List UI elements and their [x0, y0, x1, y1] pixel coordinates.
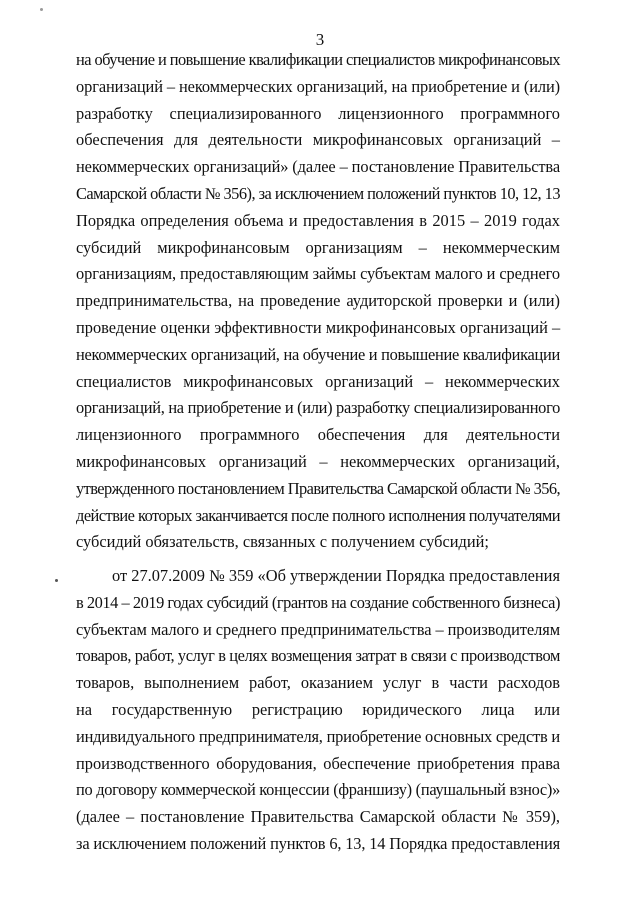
text-line: производственного оборудования, обеспечение приобретения права [76, 753, 560, 773]
text-line: товаров, выполнением работ, оказанием услуг в части расходов [76, 673, 560, 693]
text-line: индивидуального предпринимателя, приобретение основных средств и [76, 726, 560, 746]
text-line: лицензионного программного обеспечения для деятельности [76, 425, 560, 445]
text-line: от 27.07.2009 № 359 «Об утверждении Порядка предоставления [112, 566, 560, 585]
paragraph-continuation [76, 47, 560, 556]
text-line: некоммерческих организаций, на обучение и повышение квалификации [76, 344, 561, 364]
text-line: Порядка определения объема и предоставления в 2015 – 2019 годах [76, 210, 560, 230]
text-line: утвержденного постановлением Правительства Самарской области № 356, [76, 478, 560, 498]
text-line: организаций, на приобретение и (или) разработку специализированного [76, 398, 560, 418]
scan-artifact [40, 8, 43, 11]
text-line: разработку специализированного лицензионного программного [76, 103, 560, 123]
margin-mark [55, 579, 58, 582]
text-line: некоммерческих организаций» (далее – постановление Правительства [76, 157, 560, 177]
text-line: на государственную регистрацию юридического лица или [76, 699, 560, 719]
text-line: организациям, предоставляющим займы субъектам малого и среднего [76, 264, 560, 284]
text-line: субсидий микрофинансовым организациям – некоммерческим [76, 237, 560, 257]
text-line: обеспечения для деятельности микрофинансовых организаций – [76, 130, 560, 150]
text-line: микрофинансовых организаций – некоммерческих организаций, [76, 451, 560, 471]
text-line: проведение оценки эффективности микрофинансовых организаций – [76, 317, 561, 337]
text-line: предпринимательства, на проведение аудиторской проверки и (или) [76, 291, 560, 311]
text-line: действие которых заканчивается после полного исполнения получателями [76, 505, 560, 525]
text-line: товаров, работ, услуг в целях возмещения затрат в связи с производством [76, 646, 560, 666]
text-line: за исключением положений пунктов 6, 13, 14 Порядка предоставления [76, 833, 560, 853]
text-line: организаций – некоммерческих организаций, на приобретение и (или) [76, 76, 560, 96]
text-line: Самарской области № 356), за исключением положений пунктов 10, 12, 13 [76, 183, 560, 203]
text-line: субсидий обязательств, связанных с получением субсидий; [76, 532, 489, 552]
text-line: в 2014 – 2019 годах субсидий (грантов на создание собственного бизнеса) [76, 592, 560, 612]
text-line: (далее – постановление Правительства Самарской области № 359), [76, 807, 560, 827]
paragraph-resolution-359 [76, 563, 560, 858]
text-line: субъектам малого и среднего предпринимательства – производителям [76, 619, 561, 639]
text-line: по договору коммерческой концессии (франшизу) (паушальный взнос)» [76, 780, 560, 800]
text-line: на обучение и повышение квалификации специалистов микрофинансовых [76, 50, 561, 69]
page-number: 3 [315, 30, 325, 49]
text-line: специалистов микрофинансовых организаций – некоммерческих [76, 371, 560, 391]
